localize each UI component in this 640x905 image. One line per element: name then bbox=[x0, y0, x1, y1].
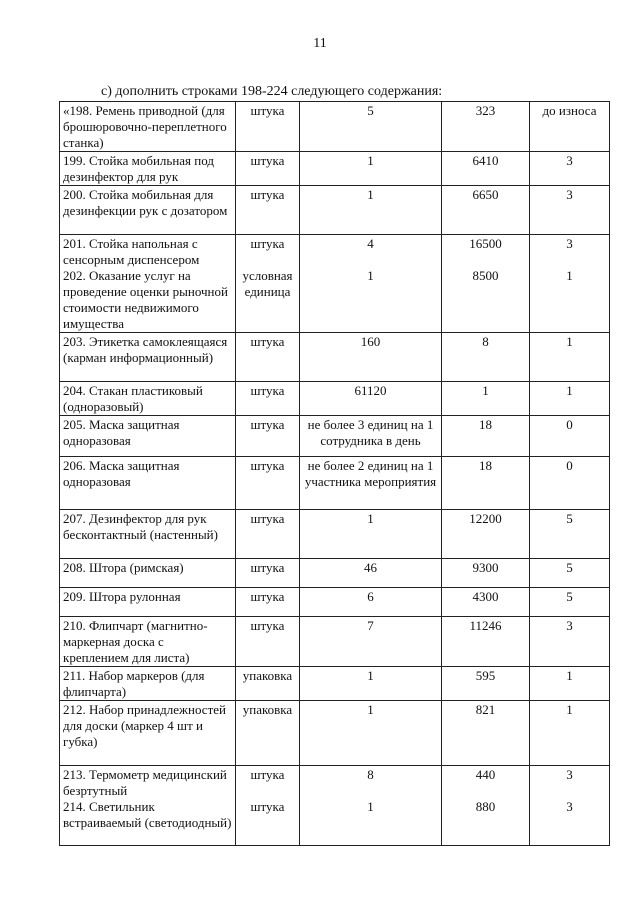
table-row bbox=[60, 559, 610, 588]
table-row bbox=[60, 102, 610, 152]
item-name: 206. Маска защитная одноразовая bbox=[60, 457, 236, 510]
item-name: 210. Флипчарт (магнитно-маркерная доска с креплением для листа) bbox=[60, 617, 236, 667]
item-unit-text: штука bbox=[250, 236, 285, 251]
item-quantity: 7 bbox=[300, 617, 442, 667]
item-quantity: 61120 bbox=[300, 382, 442, 416]
item-name: 209. Штора рулонная bbox=[60, 588, 236, 617]
item-term-text: 3 bbox=[566, 236, 573, 251]
item-quantity-text: 1 bbox=[367, 268, 374, 283]
table-row bbox=[60, 382, 610, 416]
item-price: 18 bbox=[442, 416, 530, 457]
item-price: 6410 bbox=[442, 152, 530, 186]
item-unit-text: условная единица bbox=[242, 268, 293, 299]
item-unit: штука bbox=[236, 559, 300, 588]
item-term bbox=[530, 235, 610, 333]
item-quantity: 160 bbox=[300, 333, 442, 382]
item-name: 211. Набор маркеров (для флипчарта) bbox=[60, 667, 236, 701]
page-number: 11 bbox=[313, 36, 327, 51]
item-quantity: 5 bbox=[300, 102, 442, 152]
item-term: 3 bbox=[530, 617, 610, 667]
table-row bbox=[60, 701, 610, 766]
item-price-text: 8500 bbox=[472, 268, 499, 283]
item-term: 5 bbox=[530, 588, 610, 617]
item-term bbox=[530, 766, 610, 846]
item-price-text: 880 bbox=[475, 799, 496, 814]
table-row bbox=[60, 766, 610, 846]
item-price: 8 bbox=[442, 333, 530, 382]
item-name-text: 202. Оказание услуг на проведение оценки рыночной стоимости недвижимого имущества bbox=[63, 268, 228, 331]
item-term: 0 bbox=[530, 457, 610, 510]
item-quantity bbox=[300, 766, 442, 846]
item-quantity-text: 1 bbox=[367, 799, 374, 814]
table-row bbox=[60, 235, 610, 333]
item-unit: штука bbox=[236, 186, 300, 235]
item-price: 323 bbox=[442, 102, 530, 152]
item-unit: штука bbox=[236, 588, 300, 617]
item-name: 208. Штора (римская) bbox=[60, 559, 236, 588]
item-term: 3 bbox=[530, 152, 610, 186]
item-unit: упаковка bbox=[236, 701, 300, 766]
item-quantity: 46 bbox=[300, 559, 442, 588]
items-table bbox=[59, 101, 610, 846]
item-unit: штука bbox=[236, 617, 300, 667]
item-price: 11246 bbox=[442, 617, 530, 667]
item-price: 6650 bbox=[442, 186, 530, 235]
item-price-text: 440 bbox=[475, 767, 496, 782]
item-quantity: 1 bbox=[300, 701, 442, 766]
item-name: «198. Ремень приводной (для брошюровочно-переплетного станка) bbox=[60, 102, 236, 152]
item-unit: упаковка bbox=[236, 667, 300, 701]
table-row bbox=[60, 333, 610, 382]
item-term: 5 bbox=[530, 559, 610, 588]
item-unit: штука bbox=[236, 152, 300, 186]
item-term-text: 3 bbox=[566, 767, 573, 782]
table-row bbox=[60, 510, 610, 559]
item-term: 1 bbox=[530, 333, 610, 382]
item-unit bbox=[236, 766, 300, 846]
item-unit: штука bbox=[236, 333, 300, 382]
item-unit: штука bbox=[236, 382, 300, 416]
table-row bbox=[60, 416, 610, 457]
item-name: 199. Стойка мобильная под дезинфектор для рук bbox=[60, 152, 236, 186]
item-term: 5 bbox=[530, 510, 610, 559]
item-price bbox=[442, 766, 530, 846]
item-price-text: 16500 bbox=[469, 236, 502, 251]
item-quantity: не более 3 единиц на 1 сотрудника в день bbox=[300, 416, 442, 457]
item-quantity bbox=[300, 235, 442, 333]
item-price bbox=[442, 235, 530, 333]
item-quantity: не более 2 единиц на 1 участника мероприятия bbox=[300, 457, 442, 510]
item-name-text: 214. Светильник встраиваемый (светодиодный) bbox=[63, 799, 232, 830]
item-name: 200. Стойка мобильная для дезинфекции рук с дозатором bbox=[60, 186, 236, 235]
intro-text: с) дополнить строками 198-224 следующего содержания: bbox=[101, 84, 443, 99]
item-price: 9300 bbox=[442, 559, 530, 588]
item-quantity: 1 bbox=[300, 186, 442, 235]
item-quantity: 1 bbox=[300, 510, 442, 559]
item-unit: штука bbox=[236, 416, 300, 457]
item-term: 1 bbox=[530, 667, 610, 701]
item-quantity-text: 4 bbox=[367, 236, 374, 251]
item-term: 0 bbox=[530, 416, 610, 457]
table-row bbox=[60, 186, 610, 235]
item-term: 1 bbox=[530, 382, 610, 416]
item-price: 4300 bbox=[442, 588, 530, 617]
item-quantity: 1 bbox=[300, 152, 442, 186]
item-price: 18 bbox=[442, 457, 530, 510]
item-name: 207. Дезинфектор для рук бесконтактный (настенный) bbox=[60, 510, 236, 559]
item-name-text: 213. Термометр медицинский безртутный bbox=[63, 767, 227, 798]
table-row bbox=[60, 617, 610, 667]
item-name bbox=[60, 766, 236, 846]
item-price: 821 bbox=[442, 701, 530, 766]
item-term: до износа bbox=[530, 102, 610, 152]
item-quantity: 1 bbox=[300, 667, 442, 701]
item-unit-text: штука bbox=[250, 767, 285, 782]
table-row bbox=[60, 588, 610, 617]
item-term-text: 3 bbox=[566, 799, 573, 814]
item-unit: штука bbox=[236, 102, 300, 152]
table-row bbox=[60, 667, 610, 701]
item-term: 3 bbox=[530, 186, 610, 235]
item-quantity: 6 bbox=[300, 588, 442, 617]
item-name: 203. Этикетка самоклеящаяся (карман информационный) bbox=[60, 333, 236, 382]
item-quantity-text: 8 bbox=[367, 767, 374, 782]
item-term: 1 bbox=[530, 701, 610, 766]
item-name: 205. Маска защитная одноразовая bbox=[60, 416, 236, 457]
item-price: 595 bbox=[442, 667, 530, 701]
item-price: 12200 bbox=[442, 510, 530, 559]
item-name: 204. Стакан пластиковый (одноразовый) bbox=[60, 382, 236, 416]
item-unit-text: штука bbox=[250, 799, 285, 814]
item-unit: штука bbox=[236, 457, 300, 510]
item-price: 1 bbox=[442, 382, 530, 416]
table-row bbox=[60, 152, 610, 186]
item-unit bbox=[236, 235, 300, 333]
item-name-text: 201. Стойка напольная с сенсорным диспенсером bbox=[63, 236, 200, 267]
item-name bbox=[60, 235, 236, 333]
table-row bbox=[60, 457, 610, 510]
item-term-text: 1 bbox=[566, 268, 573, 283]
item-name: 212. Набор принадлежностей для доски (маркер 4 шт и губка) bbox=[60, 701, 236, 766]
item-unit: штука bbox=[236, 510, 300, 559]
